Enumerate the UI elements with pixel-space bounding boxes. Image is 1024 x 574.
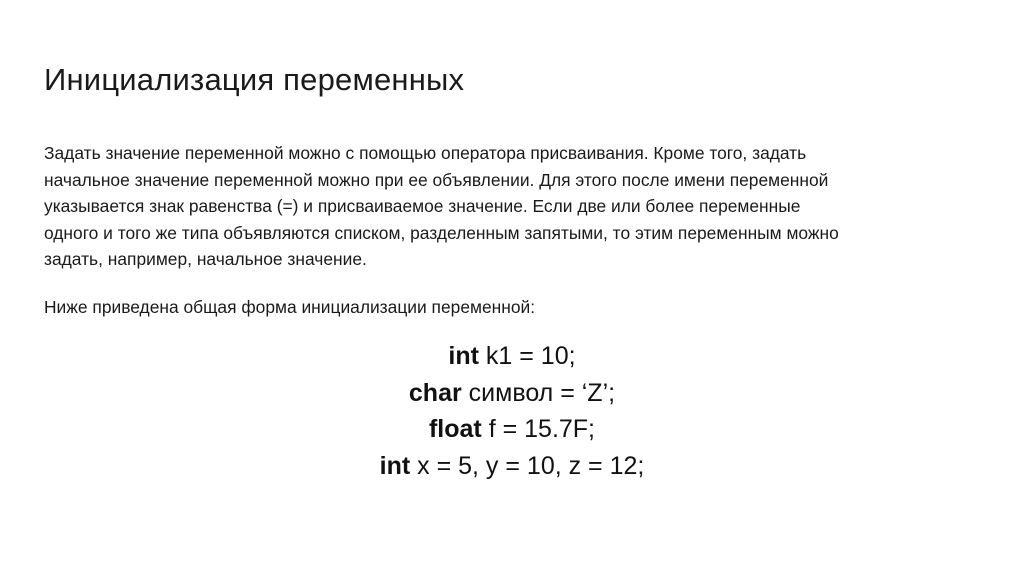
paragraph-line: задать, например, начальное значение. [44, 249, 367, 270]
code-statement: f = 15.7F; [481, 415, 596, 443]
paragraph-line: одного и того же типа объявляются списком, разделенным запятыми, то этим переменным можно [44, 222, 839, 243]
code-keyword: int [379, 451, 411, 480]
code-line [0, 338, 1024, 375]
description-paragraph [44, 140, 984, 273]
code-statement: x = 5, y = 10, z = 12; [410, 451, 645, 480]
general-form-caption: Ниже приведена общая форма инициализации переменной: [44, 297, 536, 317]
paragraph-line: начальное значение переменной можно при ее объявлении. Для этого после имени переменной [44, 169, 829, 190]
code-statement: символ = ‘Z’; [461, 378, 616, 407]
paragraph-line: указывается знак равенства (=) и присваиваемое значение. Если две или более переменные [44, 196, 801, 217]
code-statement: k1 = 10; [478, 342, 576, 370]
code-keyword: float [428, 415, 482, 443]
code-keyword: char [408, 378, 462, 407]
code-keyword: int [448, 342, 479, 370]
slide-title: Инициализация переменных [44, 62, 465, 97]
code-example [0, 338, 1024, 484]
code-line [0, 411, 1024, 448]
code-line [0, 448, 1024, 485]
code-line [0, 375, 1024, 412]
paragraph-line: Задать значение переменной можно с помощью оператора присваивания. Кроме того, задать [44, 143, 807, 163]
